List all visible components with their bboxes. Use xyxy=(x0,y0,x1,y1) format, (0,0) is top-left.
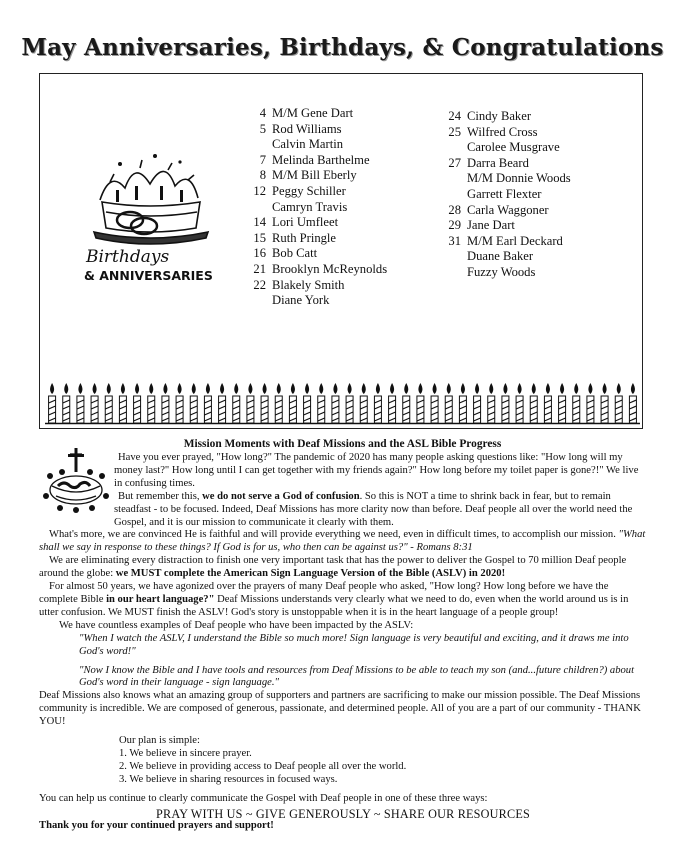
logo-line-1: Birthdays xyxy=(86,247,170,267)
candle xyxy=(91,383,98,423)
candle xyxy=(119,383,126,423)
plan-item: 3. We believe in sharing resources in focused ways. xyxy=(119,773,338,785)
celebration-row: 7 Melinda Barthelme xyxy=(259,152,370,167)
candle xyxy=(275,383,282,423)
mission-article xyxy=(39,452,647,833)
page-title: May Anniversaries, Birthdays, & Congratulations xyxy=(21,34,664,61)
plan-intro: Our plan is simple: xyxy=(119,735,200,747)
candle xyxy=(431,383,438,423)
paragraph-1: Have you ever prayed, "How long?" The pandemic of 2020 has many people asking questions like: "How long will my money last?" How long until I can get together with my friends again?" How long before my toilet paper is gone?!" We live in confusing times. xyxy=(114,452,639,489)
paragraph-5: For almost 50 years, we have agonized over the prayers of many Deaf people who asked, "How long? How long before we have the complete Bible in our heart language?" Deaf Missions understands very clearly what we need to do, even when the world around us is in utter confusion. We MUST finish the ASLV! God's story is unstoppable when it is in the heart language of a people group! xyxy=(39,581,629,618)
candle xyxy=(77,383,84,423)
celebration-row: 21 Brooklyn McReynolds xyxy=(253,261,388,276)
plan-item: 2. We believe in providing access to Deaf people all over the world. xyxy=(119,760,407,772)
candle xyxy=(587,383,594,423)
candle-border xyxy=(45,380,640,425)
candle xyxy=(332,383,339,423)
candle xyxy=(162,383,169,423)
testimony-quote-1: "When I watch the ASLV, I understand the Bible so much more! Sign language is very beautiful and exciting, and it draws me into God's word!" xyxy=(79,632,629,657)
candle xyxy=(63,383,70,423)
candle xyxy=(488,383,495,423)
logo-line-2: & ANNIVERSARIES xyxy=(84,268,213,283)
celebration-row: 31 M/M Earl Deckard Duane Baker Fuzzy Woods xyxy=(448,233,563,279)
celebration-row: 22 Blakely Smith Diane York xyxy=(253,277,345,308)
candle xyxy=(502,383,509,423)
mission-heading: Mission Moments with Deaf Missions and the ASL Bible Progress xyxy=(183,438,502,450)
candle xyxy=(261,383,268,423)
candle xyxy=(204,383,211,423)
celebration-row: 16 Bob Catt xyxy=(253,246,318,261)
candle xyxy=(544,383,551,423)
candle xyxy=(445,383,452,423)
candle xyxy=(289,383,296,423)
thank-you-line: Thank you for your continued prayers and support! xyxy=(39,820,274,832)
candle xyxy=(134,383,141,423)
candle xyxy=(360,383,367,423)
candle xyxy=(530,383,537,423)
celebrations-right-column xyxy=(439,109,571,281)
candle xyxy=(573,383,580,423)
candle xyxy=(176,383,183,423)
celebration-row: 15 Ruth Pringle xyxy=(253,230,337,245)
celebration-row: 27 Darra Beard M/M Donnie Woods Garrett Flexter xyxy=(448,155,571,201)
celebration-row: 5 Rod Williams Calvin Martin xyxy=(259,121,344,152)
candle xyxy=(190,383,197,423)
candle xyxy=(389,383,396,423)
candle xyxy=(304,383,311,423)
paragraph-4: We are eliminating every distraction to finish one very important task that has the power to deliver the Gospel to 70 million Deaf people around the globe: we MUST complete the American Sign Language Version of the Bible (ASLV) in 2020! xyxy=(39,555,627,580)
birthday-cake-logo xyxy=(80,150,220,290)
celebration-row: 28 Carla Waggoner xyxy=(448,202,549,217)
candle xyxy=(559,383,566,423)
paragraph-2: But remember this, we do not serve a God of confusion. So this is NOT a time to shrink back in fear, but to remain steadfast - to be focused. Indeed, Deaf Missions has more clarity now than before. Deaf people all over the world need the Gospel, and it is our mission to communicate it clearly with them. xyxy=(114,490,633,528)
candle xyxy=(374,383,381,423)
candle xyxy=(247,383,254,423)
celebration-row: 8 M/M Bill Eberly xyxy=(259,168,357,183)
candle xyxy=(346,383,353,423)
celebration-row: 24 Cindy Baker xyxy=(448,109,532,123)
candle xyxy=(148,383,155,423)
celebration-row: 14 Lori Umfleet xyxy=(253,215,339,230)
candle xyxy=(601,383,608,423)
paragraph-3: What's more, we are convinced He is faithful and will provide everything we need, even in difficult times, to accomplish our mission. "What shall we say in response to these things? If God is for us, who then can be against us?" - Romans 8:31 xyxy=(39,529,646,554)
help-line: You can help us continue to clearly communicate the Gospel with Deaf people in one of these three ways: xyxy=(39,792,488,804)
plan-item: 1. We believe in sincere prayer. xyxy=(119,747,252,759)
candle xyxy=(49,383,56,423)
candle xyxy=(629,383,636,423)
candle xyxy=(403,383,410,423)
candle xyxy=(105,383,112,423)
celebration-row: 25 Wilfred Cross Carolee Musgrave xyxy=(448,124,560,155)
candle xyxy=(459,383,466,423)
candle xyxy=(318,383,325,423)
three-ways: PRAY WITH US ~ GIVE GENEROUSLY ~ SHARE OUR RESOURCES xyxy=(156,806,530,821)
celebration-row: 29 Jane Dart xyxy=(448,218,515,233)
celebration-row: 4 M/M Gene Dart xyxy=(259,106,354,120)
candle xyxy=(615,383,622,423)
testimony-quote-2: "Now I know the Bible and I have tools and resources from Deaf Missions to be able to teach my son (and...future children?) about God's word in their language - sign language." xyxy=(79,664,635,689)
candle xyxy=(233,383,240,423)
candle xyxy=(219,383,226,423)
candle xyxy=(417,383,424,423)
candle xyxy=(474,383,481,423)
candle xyxy=(516,383,523,423)
celebrations-left-column xyxy=(244,106,387,309)
paragraph-6: We have countless examples of Deaf people who have been impacted by the ASLV: xyxy=(59,619,414,631)
celebration-row: 12 Peggy Schiller Camryn Travis xyxy=(253,183,348,214)
paragraph-7: Deaf Missions also knows what an amazing group of supporters and partners are sacrificing to make our mission possible. The Deaf Missions community is incredible. We are composed of generous, passionate, and determined people. All of you are a part of our community - THANK YOU! xyxy=(39,690,641,728)
